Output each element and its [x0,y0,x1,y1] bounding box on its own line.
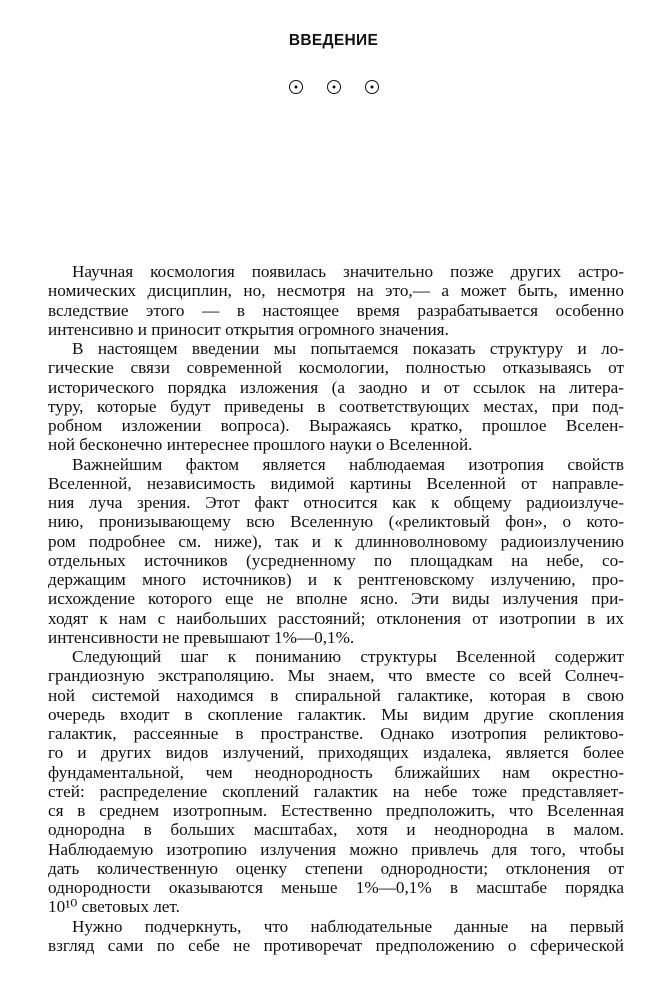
text-line: ния луча зрения. Этот факт относится как к общему радиоизлуче- [48,493,624,512]
text-line: интенсивно и приносит открытия огромного значения. [48,319,449,339]
text-line: ром подробнее см. ниже), так и к длинноволновому радиоизлучению [48,531,624,551]
text-line: Наблюдаемую изотропию излучения можно привлечь для того, чтобы [48,839,624,859]
text-line: нию, пронизывающему всю Вселенную («реликтовый фон», о кото- [48,512,624,532]
body-text [48,262,624,955]
text-line: туру, которые будут приведены в соответствующих местах, при под- [48,396,624,416]
text-line: ся в среднем изотропным. Естественно предположить, что Вселенная [48,801,624,820]
text-line: 10¹⁰ световых лет. [48,897,180,917]
text-line: держащим много источников) и к рентгеновскому излучению, про- [48,570,624,589]
text-line: исхождение которого еще не вполне ясно. Эти виды излучения при- [48,589,624,609]
text-line: вследствие этого — в настоящее время разрабатывается особенно [48,300,624,320]
chapter-title: ВВЕДЕНИЕ [288,32,379,49]
text-line: гические связи современной космологии, полностью отказываясь от [48,358,624,378]
paragraph [48,455,624,648]
text-line: В настоящем введении мы попытаемся показать структуру и ло- [72,339,624,358]
text-line: робном изложении вопроса). Выражаясь кратко, прошлое Вселен- [48,416,624,435]
text-line: Нужно подчеркнуть, что наблюдательные данные на первый [72,916,624,936]
text-line: ной системой находимся в спиральной галактике, которая в свою [48,685,624,705]
text-line: очередь входит в скопление галактик. Мы видим другие скопления [48,704,624,724]
paragraph [48,262,624,339]
circle-dot-icon [289,80,303,94]
text-line: галактик, рассеянные в пространстве. Однако изотропия реликтово- [48,724,624,743]
text-line: дать количественную оценку степени однородности; отклонения от [48,858,624,878]
text-line: взгляд сами по себе не противоречат предположению о сферической [48,935,624,955]
text-line: ной бесконечно интереснее прошлого науки о Вселенной. [48,435,473,455]
text-line: Вселенной, независимость видимой картины Вселенной от направле- [48,473,624,493]
text-line: Следующий шаг к пониманию структуры Вселенной содержит [72,647,624,666]
text-line: отдельных источников (усредненному по площадкам на небе, со- [48,550,624,570]
text-line: стей: распределение скоплений галактик на небе тоже представляет- [48,781,624,801]
text-line: грандиозную экстраполяцию. Мы знаем, что вместе со всей Солнеч- [48,666,624,686]
text-line: однородности оказываются меньше 1%—0,1% в масштабе порядка [48,878,624,897]
text-line: номических дисциплин, но, несмотря на это,— а может быть, именно [48,281,624,301]
paragraph [48,647,624,917]
circle-dot-icon [327,80,341,94]
text-line: однородна в больших масштабах, хотя и неоднородна в малом. [48,820,624,840]
text-line: фундаментальной, чем неоднородность ближайших нам окрестно- [48,762,624,782]
text-line: Важнейшим фактом является наблюдаемая изотропия свойств [72,454,624,474]
text-line: го и других видов излучений, приходящих издалека, является более [48,743,624,763]
text-line: Научная космология появилась значительно позже других астро- [72,262,624,281]
paragraph [48,917,624,956]
text-line: исторического порядка изложения (а заодно и от ссылок на литера- [48,377,624,397]
text-line: ходят к нам с наибольших расстояний; отклонения от изотропии в их [48,608,624,628]
circle-dot-icon [365,80,379,94]
section-ornament [0,80,667,94]
text-line: интенсивности не превышают 1%—0,1%. [48,627,355,647]
paragraph [48,339,624,455]
